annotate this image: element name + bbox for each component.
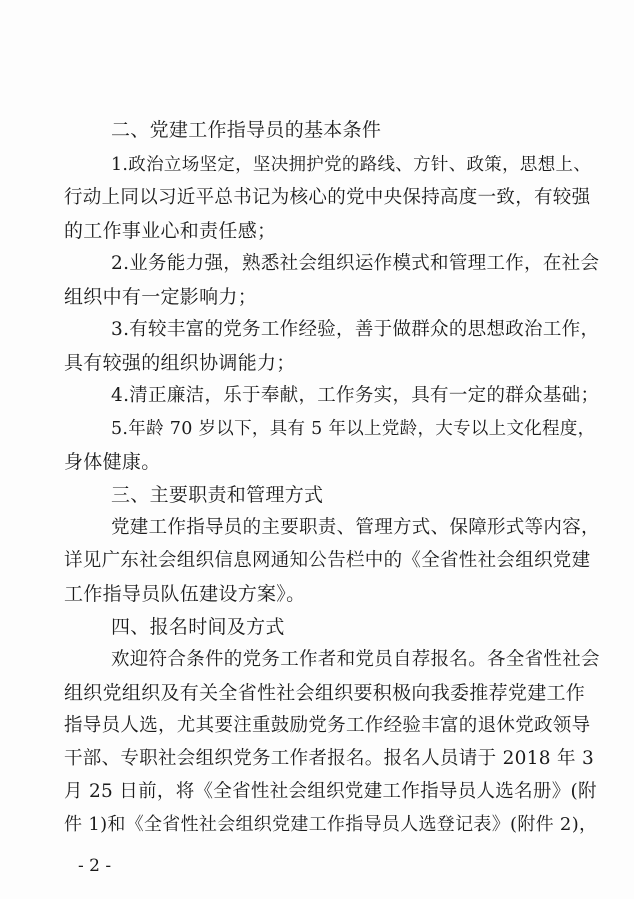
page-number: - 2 - — [78, 856, 112, 876]
body-line: 2.业务能力强，熟悉社会组织运作模式和管理工作，在社会 — [111, 253, 600, 274]
body-line: 具有较强的组织协调能力； — [64, 352, 296, 374]
body-line: 4.清正廉洁，乐于奉献，工作务实，具有一定的群众基础； — [111, 385, 600, 406]
body-line: 详见广东社会组织信息网通知公告栏中的《全省性社会组织党建 — [64, 550, 591, 571]
section-heading-registration: 四、报名时间及方式 — [111, 616, 285, 638]
section-heading-duties: 三、主要职责和管理方式 — [111, 484, 324, 506]
body-line: 月 25 日前，将《全省性社会组织党建工作指导员人选名册》(附 — [64, 781, 597, 802]
body-line: 干部、专职社会组织党务工作者报名。报名人员请于 2018 年 3 — [64, 748, 595, 769]
body-line: 组织中有一定影响力； — [64, 286, 258, 308]
body-line: 组织党组织及有关全省性社会组织要积极向我委推荐党建工作 — [64, 682, 586, 704]
body-line: 行动上同以习近平总书记为核心的党中央保持高度一致，有较强 — [64, 187, 591, 208]
body-line: 身体健康。 — [64, 451, 161, 473]
body-line: 5.年龄 70 岁以下，具有 5 年以上党龄，大专以上文化程度， — [111, 419, 596, 439]
body-line: 党建工作指导员的主要职责、管理方式、保障形式等内容， — [111, 517, 600, 538]
section-heading-basic-conditions: 二、党建工作指导员的基本条件 — [111, 119, 382, 141]
body-line: 指导员人选，尤其要注重鼓励党务工作经验丰富的退休党政领导 — [64, 715, 591, 736]
body-line: 欢迎符合条件的党务工作者和党员自荐报名。各全省性社会 — [111, 649, 600, 670]
body-line: 1.政治立场坚定，坚决拥护党的路线、方针、政策，思想上、 — [111, 155, 592, 175]
body-line: 工作指导员队伍建设方案》。 — [64, 583, 306, 605]
body-line: 的工作事业心和责任感； — [64, 220, 277, 242]
body-line: 3.有较丰富的党务工作经验，善于做群众的思想政治工作， — [111, 319, 600, 340]
body-line: 件 1)和《全省性社会组织党建工作指导员人选登记表》(附件 2)， — [64, 814, 598, 835]
